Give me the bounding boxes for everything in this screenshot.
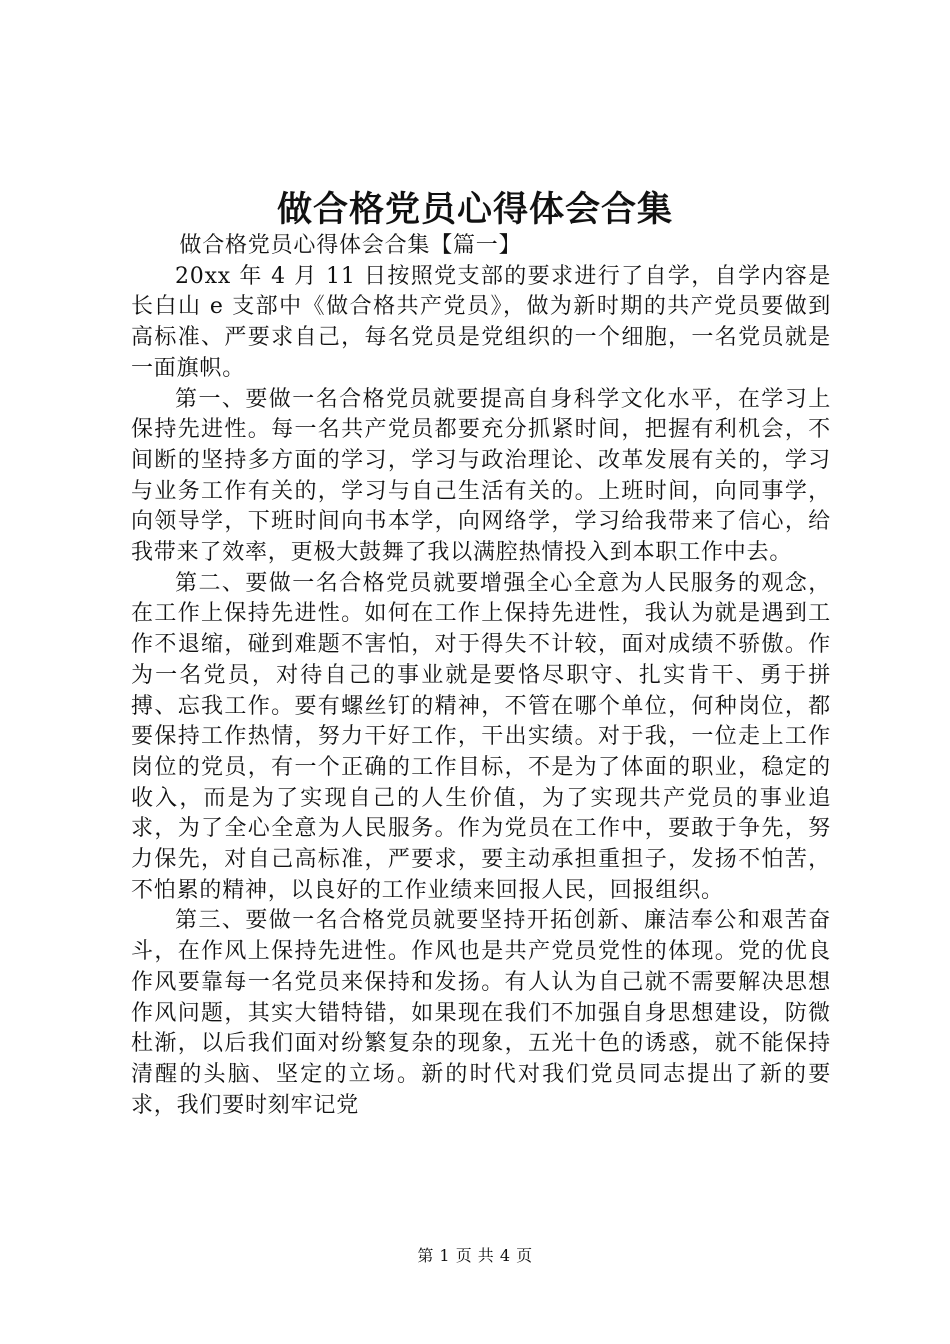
section-heading: 做合格党员心得体会合集【篇一】 (179, 233, 522, 258)
paragraph-second-point: 第二、要做一名合格党员就要增强全心全意为人民服务的观念，在工作上保持先进性。如何在工作上保持先进性，我认为就是遇到工作不退缩，碰到难题不害怕，对于得失不计较，面对成绩不骄傲。作为一名党员，对待自己的事业就是要恪尽职守、扎实肯干、勇于拼搏、忘我工作。要有螺丝钉的精神，不管在哪个单位，何种岗位，都要保持工作热情，努力干好工作，干出实绩。对于我，一位走上工作岗位的党员，有一个正确的工作目标，不是为了体面的职业，稳定的收入，而是为了实现自己的人生价值，为了实现共产党员的事业追求，为了全心全意为人民服务。作为党员在工作中，要敢于争先，努力保先，对自己高标准，严要求，要主动承担重担子，发扬不怕苦，不怕累的精神，以良好的工作业绩来回报人民，回报组织。 (131, 570, 831, 903)
paragraph-first-point: 第一、要做一名合格党员就要提高自身科学文化水平，在学习上保持先进性。每一名共产党员都要充分抓紧时间，把握有利机会，不间断的坚持多方面的学习，学习与政治理论、改革发展有关的，学习与业务工作有关的，学习与自己生活有关的。上班时间，向同事学，向领导学，下班时间向书本学，向网络学，学习给我带来了信心，给我带来了效率，更极大鼓舞了我以满腔热情投入到本职工作中去。 (131, 386, 831, 566)
paragraph-intro: 20xx 年 4 月 11 日按照党支部的要求进行了自学，自学内容是长白山 e 支部中《做合格共产党员》，做为新时期的共产党员要做到高标准、严要求自己，每名党员是党组织的一个细胞，一名党员就是一面旗帜。 (131, 263, 831, 381)
document-body (131, 231, 831, 1121)
document-title: 做合格党员心得体会合集 (276, 189, 673, 230)
paragraph-third-point: 第三、要做一名合格党员就要坚持开拓创新、廉洁奉公和艰苦奋斗，在作风上保持先进性。作风也是共产党员党性的体现。党的优良作风要靠每一名党员来保持和发扬。有人认为自己就不需要解决思想作风问题，其实大错特错，如果现在我们不加强自身思想建设，防微杜渐，以后我们面对纷繁复杂的现象，五光十色的诱惑，就不能保持清醒的头脑、坚定的立场。新的时代对我们党员同志提出了新的要求，我们要时刻牢记党 (131, 908, 831, 1118)
page-footer: 第 1 页 共 4 页 (417, 1246, 533, 1265)
